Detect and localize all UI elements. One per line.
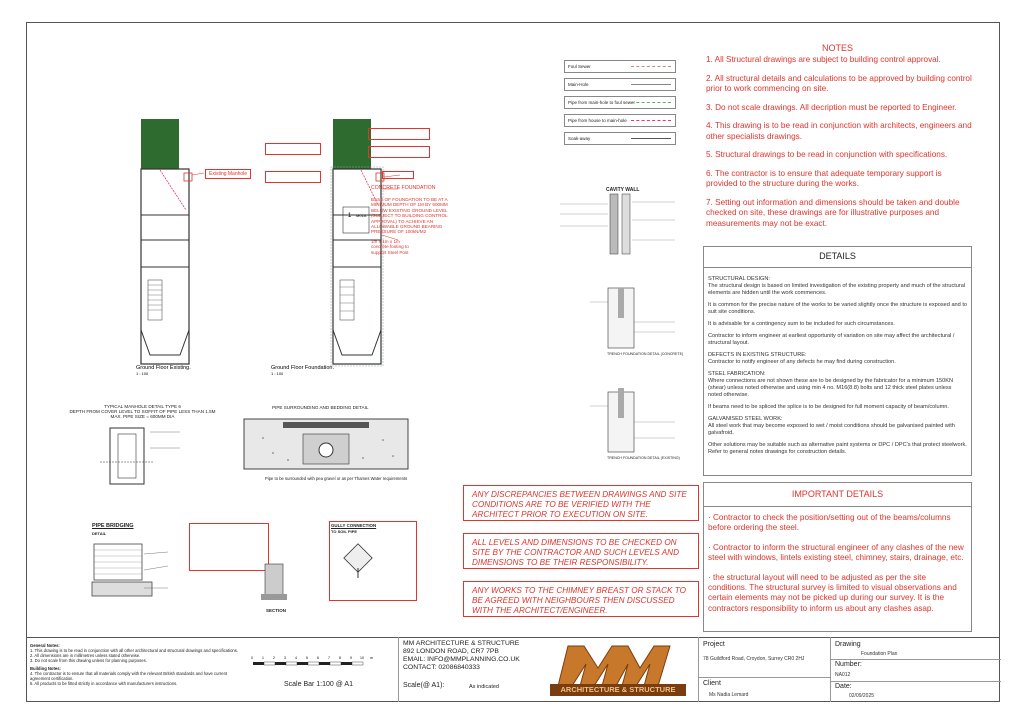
- gully-title: GULLY CONNECTION: [331, 523, 377, 528]
- section-label: SECTION: [266, 608, 287, 613]
- scale-tick: 10: [360, 656, 364, 660]
- details-paragraph: Contractor to notify engineer of any defects he may find during construction.: [708, 359, 896, 365]
- number-value: NA012: [835, 672, 851, 678]
- scale-tick: 5: [306, 656, 308, 660]
- details-paragraph: It is common for the precise nature of the works to be varied slightly once the structure is exposed and to suit site conditions.: [708, 302, 967, 315]
- important-item: · the structural layout will need to be adjusted as per the site conditions. The structural survey is limited to visual observations and certain elements may not be picked up during our survey. It is the contractors responsibility to inform us about any clashes asap.: [708, 572, 957, 613]
- room-number: 1: [348, 213, 352, 219]
- company-name: MM ARCHITECTURE & STRUCTURE: [403, 640, 520, 647]
- notes-title: NOTES: [821, 43, 853, 53]
- details-paragraph: The structural design is based on limited investigation of the existing property and much of the structural elements are hidden until the work commences.: [708, 283, 966, 296]
- drawing-value: Foundation Plan: [861, 651, 898, 657]
- scale-tick: 4: [295, 656, 297, 660]
- warning-chimney: ANY WORKS TO THE CHIMNEY BREAST OR STACK TO BE AGREED WITH NEIGHBOURS THEN DISCUSSED WITH THE ARCHITECT/ENGINEER.: [463, 581, 699, 617]
- warning-discrepancies: ANY DISCREPANCIES BETWEEN DRAWINGS AND SITE CONDITIONS ARE TO BE VERIFIED WITH THE ARCHITECT PRIOR TO EXECUTION ON SITE.: [463, 485, 699, 521]
- project-value: 78 Guildford Road, Croydon, Surrey CR0 2HJ: [703, 656, 805, 662]
- details-paragraph: If beams need to be spliced the splice is to be designed for full moment capacity of beam/column.: [708, 404, 949, 410]
- scale-at-a1-label: Scale(@ A1):: [403, 682, 445, 689]
- pipe-bridging-subtitle: DETAIL: [92, 531, 107, 536]
- important-item: · Contractor to inform the structural engineer of any clashes of the new steel with windows, lintels existing steel, chimney, stairs, drainage, etc.: [708, 542, 964, 563]
- client-value: Ms Nadia Lemard: [709, 692, 749, 698]
- legend-pipe-to-manhole: Pipe from house to main-hole: [564, 114, 676, 127]
- scale-tick: 1: [262, 656, 264, 660]
- concrete-foundation-callout: CONCRETE FOUNDATION: [371, 185, 436, 191]
- scale-tick: 7: [328, 656, 330, 660]
- scale-unit: m: [370, 656, 373, 660]
- foundation-garden: [333, 119, 371, 169]
- callout-box: [265, 143, 321, 155]
- callout-box: [368, 146, 430, 158]
- company-address: 892 LONDON ROAD, CR7 7PB: [403, 648, 499, 655]
- note-item: 2. All structural details and calculations to be approved by building control prior to work commencing on site.: [706, 73, 972, 93]
- details-heading: GALVANISED STEEL WORK:: [708, 416, 783, 422]
- date-label: Date:: [835, 683, 852, 690]
- foundation-plan-scale: 1 : 100: [271, 371, 284, 376]
- company-contact: CONTACT: 02086840333: [403, 664, 480, 671]
- company-logo: [540, 640, 696, 700]
- drawing-label: Drawing: [835, 641, 861, 648]
- existing-plan-label: Ground Floor Existing.: [136, 365, 191, 371]
- scale-bar: [250, 654, 390, 674]
- important-title: IMPORTANT DETAILS: [704, 483, 971, 507]
- callout-box: [265, 171, 321, 183]
- scale-tick: 2: [273, 656, 275, 660]
- details-paragraph: Where connections are not shown these are to be designed by the fabricator for a minimum 150KN (shear) unless noted otherwise and using min 4 no. M16(8.8) bolts and 12 thick steel plates unless noted otherwise.: [708, 378, 954, 398]
- existing-plan-scale: 1 : 100: [136, 371, 149, 376]
- trench-caption-1: TRENCH FOUNDATION DETAIL (CONCRETE): [607, 352, 684, 356]
- company-block: [398, 637, 538, 702]
- drawing-info-block: [830, 637, 1000, 702]
- room-tag: M01A: [356, 213, 367, 218]
- foundation-depth-note: BASE OF FOUNDATION TO BE AT A MINIMUM DEPTH OF 1M BY 600MM BELOW EXISTING GROUND LEVEL (SUBJECT TO BUILDING CONTROL APPROVAL) TO ACHIEVE AN ALLOWABLE GROUND BEARING PRESSURE OF 100kN/M2: [371, 197, 448, 235]
- legend-soakaway: Soak-away: [564, 132, 676, 145]
- date-value: 02/09/2025: [849, 693, 875, 699]
- legend-pipe-to-sewer: Pipe from main-hole to foul sewer: [564, 96, 676, 109]
- pipe-detail-caption: Pipe to be surrounded with pea gravel or as per Thames Water requirements: [265, 476, 408, 481]
- details-title: DETAILS: [704, 247, 971, 268]
- scale-tick: 8: [339, 656, 341, 660]
- company-email: EMAIL: INFO@MMPLANNING.CO.UK: [403, 656, 520, 663]
- cavity-wall-title: CAVITY WALL: [606, 187, 640, 193]
- existing-manhole-callout: Existing Manhole: [205, 169, 251, 179]
- details-panel: [703, 246, 972, 476]
- number-label: Number:: [835, 661, 862, 668]
- details-heading: STEEL FABRICATION:: [708, 371, 766, 377]
- manhole-detail-title: TYPICAL MANHOLE DETAIL TYPE 6 DEPTH FROM COVER LEVEL TO SOFFIT OF PIPE LESS THAN 1.5M MAX. PIPE SIZE = 600MM DIA: [69, 404, 216, 420]
- scale-bar-label: Scale Bar 1:100 @ A1: [284, 681, 353, 688]
- details-heading: STRUCTURAL DESIGN:: [708, 276, 770, 282]
- important-item: · Contractor to check the position/setting out of the beams/columns before ordering the steel.: [708, 513, 951, 533]
- details-body: [704, 276, 971, 456]
- note-item: 7. Setting out information and dimensions should be taken and double checked on site, these drawings are for illustrative purposes and measurements may not be exact.: [706, 197, 960, 228]
- callout-box: [368, 128, 430, 140]
- trench-caption-2: TRENCH FOUNDATION DETAIL (EXISTING): [607, 456, 680, 460]
- client-label: Client: [703, 680, 721, 687]
- details-paragraph: Contractor to inform engineer at earliest opportunity of variation on site may affect the architectural / structural layout.: [708, 333, 955, 346]
- scale-tick: 6: [317, 656, 319, 660]
- scale-tick: 9: [350, 656, 352, 660]
- manhole-detail-drawing: [90, 422, 200, 490]
- general-notes: General Notes: 1. This drawing is to be read in conjunction with all other architectural and structural drawings and specifications. 2. All dimensions are in millimetres unless stated otherwise. 3. Do not scale from this drawing unless for planning purposes. Building Notes: 4. The contractor is to ensure that all materials comply with the relevant British standards and have current agreement certification. 5. All products to be fitted strictly in accordance with manufacturers instructions.: [30, 643, 239, 686]
- note-item: 3. Do not scale drawings. All decription must be reported to Engineer.: [706, 102, 957, 112]
- note-item: 5. Structural drawings to be read in conjunction with specifications.: [706, 150, 948, 159]
- details-paragraph: It is advisable for a contingency sum to be included for such circumstances.: [708, 321, 895, 327]
- scale-tick: 0: [251, 656, 253, 660]
- logo-text: ARCHITECTURE & STRUCTURE: [560, 685, 676, 694]
- project-label: Project: [703, 641, 725, 648]
- existing-garden: [141, 119, 179, 169]
- callout-box: [382, 171, 414, 179]
- gully-subtitle: TO SOIL PIPE: [331, 529, 358, 534]
- scale-at-a1-value: As indicated: [469, 684, 499, 690]
- pipe-bedding-drawing: [243, 418, 409, 470]
- existing-plan: [141, 119, 192, 364]
- note-item: 6. The contractor is to ensure that adequate temporary support is provided to the structure during the works.: [706, 168, 942, 188]
- note-item: 4. This drawing is to be read in conjunction with architects, engineers and other specialists drawings.: [706, 121, 972, 141]
- warning-levels: ALL LEVELS AND DIMENSIONS TO BE CHECKED ON SITE BY THE CONTRACTOR AND SUCH LEVELS AND DIMENSIONS TO BE THEIR RESPONSIBILITY.: [463, 533, 699, 569]
- pipe-bridging-title: PIPE BRIDGING: [92, 523, 134, 529]
- section-drawing: [255, 560, 300, 605]
- legend-main-hole: Main-Hole: [564, 78, 676, 91]
- details-paragraph: All steel work that may become exposed to wet / moist conditions should be galvanised painted with galvafroid.: [708, 423, 955, 436]
- note-item: 1. All Structural drawings are subject to building control approval.: [706, 55, 941, 64]
- pad-footing-note: 1m x 1m x 1m concrete footing to support Steel Post: [371, 239, 409, 255]
- important-details-panel: [703, 482, 972, 632]
- details-heading: DEFECTS IN EXISTING STRUCTURE:: [708, 352, 807, 358]
- gully-drawing: [340, 540, 380, 580]
- pipe-detail-title: PIPE SURROUNDING AND BEDDING DETAIL: [272, 405, 369, 410]
- legend-foul-sewer: Foul Sewer: [564, 60, 676, 73]
- project-client-block: [698, 637, 830, 702]
- wall-and-trench-details: [560, 192, 685, 462]
- notes-panel: [703, 40, 972, 246]
- foundation-plan-label: Ground Floor Foundation.: [271, 365, 334, 371]
- scale-tick: 3: [284, 656, 286, 660]
- details-paragraph: Other solutions may be suitable such as alternative paint systems or DPC / DPC's that protect steelwork. Refer to general notes drawings for construction details.: [708, 442, 967, 455]
